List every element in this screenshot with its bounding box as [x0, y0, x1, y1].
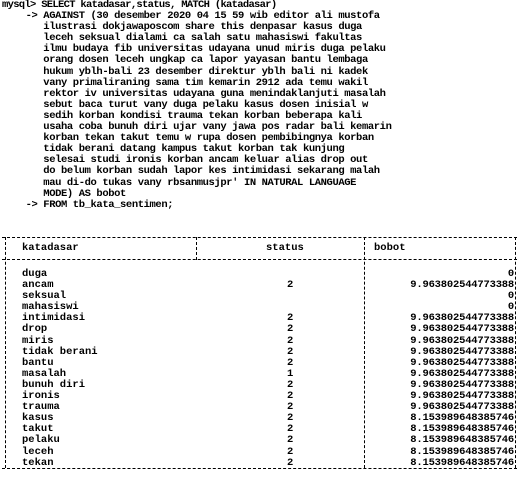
- cell-katadasar: kasus: [22, 412, 54, 425]
- cell-bobot: 9.963802544773388: [410, 279, 514, 292]
- cell-katadasar: duga: [22, 268, 48, 280]
- cell-bobot: 9.963802544773388: [410, 367, 514, 380]
- cell-katadasar: ancam: [22, 279, 54, 292]
- cell-status: 2: [287, 423, 294, 436]
- cell-status: 2: [287, 390, 294, 403]
- query-line: mau di-do tukas vany rbsanmusjpr' IN NATURAL LANGUAGE: [2, 176, 357, 189]
- cell-status: 2: [287, 334, 294, 347]
- query-line: selesai studi ironis korban ancam keluar alias drop out: [2, 154, 368, 167]
- column-separator-header: [196, 237, 197, 260]
- table-row: [0, 280, 519, 291]
- query-line: MODE) AS bobot: [2, 187, 126, 200]
- query-line: rektor iv universitas udayana guna menindaklanjuti masalah: [2, 87, 386, 100]
- cell-katadasar: miris: [22, 334, 54, 347]
- sql-query-block: [2, 0, 518, 211]
- cell-katadasar: tidak berani: [22, 345, 98, 358]
- cell-status: 2: [287, 412, 294, 425]
- cell-katadasar: trauma: [22, 401, 60, 414]
- cell-bobot: 8.153989648385746: [410, 412, 514, 425]
- cell-status: 2: [287, 279, 294, 292]
- cell-status: 2: [287, 401, 294, 414]
- query-line: ilustrasi dokjawaposcom share this denpasar kasus duga: [2, 21, 362, 34]
- result-table-body: [0, 269, 519, 469]
- cell-status: 2: [287, 456, 294, 469]
- query-line: sebut baca turut vany duga pelaku kasus dosen inisial w: [2, 98, 368, 111]
- cell-katadasar: takut: [22, 423, 54, 436]
- query-line: sedih korban kondisi trauma tekan korban beberapa kali: [2, 109, 362, 122]
- cell-status: 2: [287, 323, 294, 336]
- cell-bobot: 0: [507, 268, 514, 280]
- cell-bobot: 8.153989648385746: [410, 423, 514, 436]
- cell-bobot: 9.963802544773388: [410, 334, 514, 347]
- cell-bobot: 8.153989648385746: [410, 445, 514, 458]
- cell-status: 2: [287, 445, 294, 458]
- cell-bobot: 0: [507, 290, 514, 303]
- table-row: [0, 435, 519, 446]
- cell-bobot: 8.153989648385746: [410, 434, 514, 447]
- cell-katadasar: leceh: [22, 445, 54, 458]
- cell-katadasar: intimidasi: [22, 312, 86, 325]
- table-border-top: [2, 237, 517, 238]
- cell-katadasar: pelaku: [22, 434, 60, 447]
- table-row: [0, 447, 519, 458]
- cell-katadasar: seksual: [22, 290, 67, 303]
- cell-bobot: 9.963802544773388: [410, 345, 514, 358]
- query-line: hukum yblh-bali 23 desember direktur yblh bali ni kadek: [2, 65, 368, 78]
- cell-status: 2: [287, 378, 294, 391]
- cell-bobot: 0: [507, 301, 514, 314]
- query-line: -> AGAINST (30 desember 2020 04 15 59 wib editor ali mustofa: [2, 10, 380, 23]
- query-line: do belum korban sudah lapor kes intimidasi sekarang malah: [2, 165, 380, 178]
- cell-bobot: 9.963802544773388: [410, 401, 514, 414]
- query-line: -> FROM tb_kata_sentimen;: [2, 198, 174, 211]
- cell-bobot: 9.963802544773388: [410, 390, 514, 403]
- column-header-katadasar: katadasar: [22, 242, 79, 254]
- cell-katadasar: mahasiswi: [22, 301, 79, 314]
- query-line: korban tekan takut temu w rupa dosen pembibingnya korban: [2, 132, 374, 145]
- cell-status: 2: [287, 312, 294, 325]
- cell-status: 2: [287, 434, 294, 447]
- query-line: vany primaliraning sama tim kemarin 2912 ada temu wakil: [2, 76, 368, 89]
- cell-katadasar: drop: [22, 323, 48, 336]
- query-line: orang dosen leceh ungkap ca lapor yayasan bantu lembaga: [2, 54, 368, 67]
- query-line: tidak berani datang kampus takut korban tak kunjung: [2, 143, 345, 156]
- query-line: mysql> SELECT katadasar,status, MATCH (katadasar): [2, 0, 277, 11]
- cell-katadasar: bunuh diri: [22, 378, 86, 391]
- cell-bobot: 8.153989648385746: [410, 456, 514, 469]
- cell-status: 1: [287, 367, 294, 380]
- query-line: ilmu budaya fib universitas udayana unud miris duga pelaku: [2, 43, 386, 56]
- cell-katadasar: masalah: [22, 367, 67, 380]
- query-line: usaha coba bunuh diri ujar vany jawa pos radar bali kemarin: [2, 121, 392, 134]
- column-header-bobot: bobot: [374, 242, 406, 254]
- table-row: [0, 458, 519, 469]
- cell-katadasar: ironis: [22, 390, 60, 403]
- cell-katadasar: bantu: [22, 356, 54, 369]
- cell-bobot: 9.963802544773388: [410, 323, 514, 336]
- table-header-separator: [2, 259, 517, 260]
- cell-bobot: 9.963802544773388: [410, 312, 514, 325]
- cell-status: 2: [287, 356, 294, 369]
- query-line: leceh seksual dialami ca salah satu mahasiswi fakultas: [2, 32, 362, 45]
- cell-bobot: 9.963802544773388: [410, 356, 514, 369]
- table-row: [0, 324, 519, 335]
- table-row: [0, 336, 519, 347]
- cell-status: 2: [287, 345, 294, 358]
- column-header-status: status: [266, 242, 304, 254]
- cell-bobot: 9.963802544773388: [410, 378, 514, 391]
- cell-katadasar: tekan: [22, 456, 54, 469]
